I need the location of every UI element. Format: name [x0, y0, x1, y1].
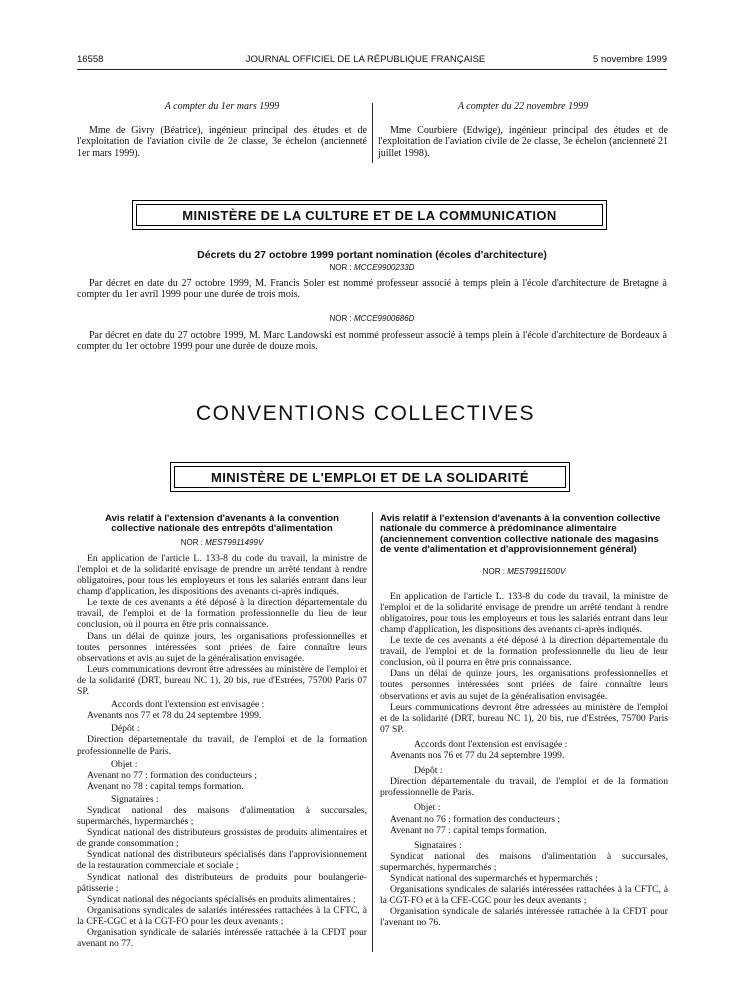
avis-left-sig-3: Syndicat national des distributeurs spécialisés dans l'approvisionnement de la restauration commerciale et sociale ;	[77, 849, 367, 872]
page-number: 16558	[77, 54, 104, 65]
top-right-text: Mme Courbiere (Edwige), ingénieur principal des études et de l'exploitation de l'aviation civile de 2e classe, 3e échelon (ancienneté 21 juillet 1998).	[378, 125, 668, 159]
column-divider-top	[372, 103, 373, 163]
avis-right-depot: Direction départementale du travail, de l'emploi et de la formation professionnelle de Paris.	[380, 776, 668, 799]
avis-left-sig-5: Syndicat national des négociants spécialisés en produits alimentaires ;	[87, 893, 356, 905]
avis-left-title-1: Avis relatif à l'extension d'avenants à la convention	[105, 513, 339, 524]
journal-title: JOURNAL OFFICIEL DE LA RÉPUBLIQUE FRANÇAISE	[245, 54, 486, 65]
decrets-para-2: Par décret en date du 27 octobre 1999, M. Marc Landowski est nommé professeur associé à temps plein à l'école d'architecture de Bordeaux à compter du 1er octobre 1999 pour une durée de douze mois.	[77, 330, 667, 353]
avis-left-accords-label: Accords dont l'extension est envisagée :	[111, 699, 265, 711]
avis-left-objet-1: Avenant no 77 : formation des conducteurs ;	[87, 769, 258, 781]
avis-left-depot: Direction départementale du travail, de l'emploi et de la formation professionnelle de Paris.	[77, 734, 367, 757]
nor-code: MEST9911500V	[507, 566, 566, 576]
ministry-emploi-box	[170, 462, 570, 492]
ministry-culture-box	[132, 200, 607, 230]
nor-label: NOR :	[180, 537, 203, 547]
avis-left	[77, 514, 367, 949]
nor-label: NOR :	[329, 314, 352, 323]
nor-label: NOR :	[482, 566, 505, 576]
avis-right-p1: En application de l'article L. 133-8 du code du travail, la ministre de l'emploi et de la solidarité envisage de prendre un arrêté tendant à rendre obligatoires, pour tous les employeurs et tous les salariés entrant dans leur champ d'application, les dispositions des avenants ci-après indiqués.	[380, 590, 668, 635]
avis-right-depot-label: Dépôt :	[414, 765, 443, 777]
decrets-nor-1	[77, 263, 667, 272]
header-rule	[77, 69, 667, 70]
top-left-date: A compter du 1er mars 1999	[164, 101, 280, 112]
avis-left-title-2: collective nationale des entrepôts d'alimentation	[111, 523, 333, 535]
avis-left-depot-label: Dépôt :	[111, 723, 140, 735]
column-divider-bottom	[372, 512, 373, 952]
avis-left-sig-7: Organisation syndicale de salariés intéressée rattachée à la CFDT pour avenant no 77.	[77, 927, 367, 950]
decrets-nor-2	[77, 314, 667, 323]
nor-code: MCCE9900233D	[353, 263, 415, 272]
avis-left-objet-2: Avenant no 78 : capital temps formation.	[87, 780, 244, 792]
avis-right-sig-4: Organisation syndicale de salariés intéressée rattachée à la CFDT pour l'avenant no 76.	[380, 906, 668, 929]
avis-right-sig-2: Syndicat national des supermarchés et hypermarchés ;	[390, 872, 598, 884]
avis-left-accords: Avenants nos 77 et 78 du 24 septembre 1999.	[87, 710, 262, 722]
avis-left-sig-6: Organisations syndicales de salariés intéressées rattachées à la CFTC, à la CFE-CGC et à la CGT-FO pour les deux avenants ;	[77, 904, 367, 927]
avis-left-p1: En application de l'article L. 133-8 du code du travail, la ministre de l'emploi et de la solidarité envisage de prendre un arrêté tendant à rendre obligatoires, pour tous les employeurs et tous les salariés entrant dans leur champ d'application, les dispositions des avenants ci-après indiqués.	[77, 552, 367, 598]
avis-right-accords: Avenants nos 76 et 77 du 24 septembre 1999.	[390, 750, 565, 762]
avis-left-p2: Le texte de ces avenants a été déposé à la direction départementale du travail, de l'emploi et de la formation professionnelle du lieu de leur conclusion, où il pourra en être pris connaissance.	[77, 597, 367, 631]
avis-right-p3: Dans un délai de quinze jours, les organisations professionnelles et toutes personnes intéressées sont priées de faire connaître leurs observations et avis au sujet de la généralisation envisagée.	[380, 668, 668, 702]
avis-right-objet-label: Objet :	[414, 802, 441, 814]
avis-left-sig-4: Syndicat national des distributeurs de produits pour boulangerie-pâtisserie ;	[77, 871, 367, 894]
avis-left-sig-1: Syndicat national des maisons d'alimentation à succursales, supermarchés, hypermarchés ;	[77, 804, 367, 828]
ministry-culture-title: MINISTÈRE DE LA CULTURE ET DE LA COMMUNICATION	[136, 204, 603, 226]
avis-right-title: Avis relatif à l'extension d'avenants à la convention collective nationale du commerce à prédominance alimentaire (anciennement convention collective nationale des magasins de vente d'alimentation et d'approvisionnement général)	[380, 513, 661, 556]
avis-left-p4: Leurs communications devront être adressées au ministère de l'emploi et de la solidarité (DRT, bureau NC 1), 20 bis, rue d'Estrées, 75700 Paris 07 SP.	[77, 663, 367, 698]
avis-right-signataires-label: Signataires :	[414, 839, 462, 851]
avis-right-sig-3: Organisations syndicales de salariés intéressées rattachées à la CFTC, à la CGT-FO et à la CFE-CGC pour les deux avenants ;	[380, 884, 668, 907]
top-right-date: A compter du 22 novembre 1999	[457, 101, 589, 112]
avis-right-nor	[380, 566, 668, 577]
decrets-para-1: Par décret en date du 27 octobre 1999, M. Francis Soler est nommé professeur associé à temps plein à l'école d'architecture de Bretagne à compter du 1er avril 1999 pour une durée de trois mois.	[77, 278, 667, 301]
avis-right-p4: Leurs communications devront être adressées au ministère de l'emploi et de la solidarité (DRT, bureau NC 1), 20 bis, rue d'Estrées, 75700 Paris 07 SP.	[380, 701, 668, 735]
avis-left-sig-2: Syndicat national des distributeurs grossistes de produits alimentaires et de grande consommation ;	[77, 827, 367, 850]
ministry-emploi-title: MINISTÈRE DE L'EMPLOI ET DE LA SOLIDARITÉ	[174, 466, 566, 488]
avis-left-p3: Dans un délai de quinze jours, les organisations professionnelles et toutes personnes intéressées sont priées de faire connaître leurs observations et avis au sujet de la généralisation envisagée.	[77, 630, 367, 664]
avis-right-p2: Le texte de ces avenants a été déposé à la direction départementale du travail, de l'emploi et de la formation professionnelle du lieu de leur conclusion, où il pourra en être pris connaissance.	[380, 635, 668, 669]
avis-left-signataires-label: Signataires :	[111, 793, 159, 805]
avis-right-sig-1: Syndicat national des maisons d'alimentation à succursales, supermarchés, hypermarchés ;	[380, 850, 668, 873]
avis-left-nor	[77, 537, 367, 548]
avis-right-accords-label: Accords dont l'extension est envisagée :	[414, 738, 568, 750]
avis-right-objet-1: Avenant no 76 : formation des conducteurs ;	[390, 813, 561, 825]
avis-right-objet-2: Avenant no 77 : capital temps formation.	[390, 824, 547, 836]
avis-right	[380, 514, 668, 928]
nor-code: MEST9911499V	[205, 537, 264, 547]
decrets-title: Décrets du 27 octobre 1999 portant nomination (écoles d'architecture)	[197, 249, 547, 261]
issue-date: 5 novembre 1999	[593, 54, 667, 65]
nor-code: MCCE9900686D	[353, 314, 415, 323]
conventions-title: CONVENTIONS COLLECTIVES	[195, 402, 536, 425]
top-left-text: Mme de Givry (Béatrice), ingénieur principal des études et de l'exploitation de l'aviation civile de 2e classe, 3e échelon (ancienneté 1er mars 1999).	[77, 125, 367, 159]
avis-left-objet-label: Objet :	[111, 758, 138, 770]
nor-label: NOR :	[329, 263, 352, 272]
